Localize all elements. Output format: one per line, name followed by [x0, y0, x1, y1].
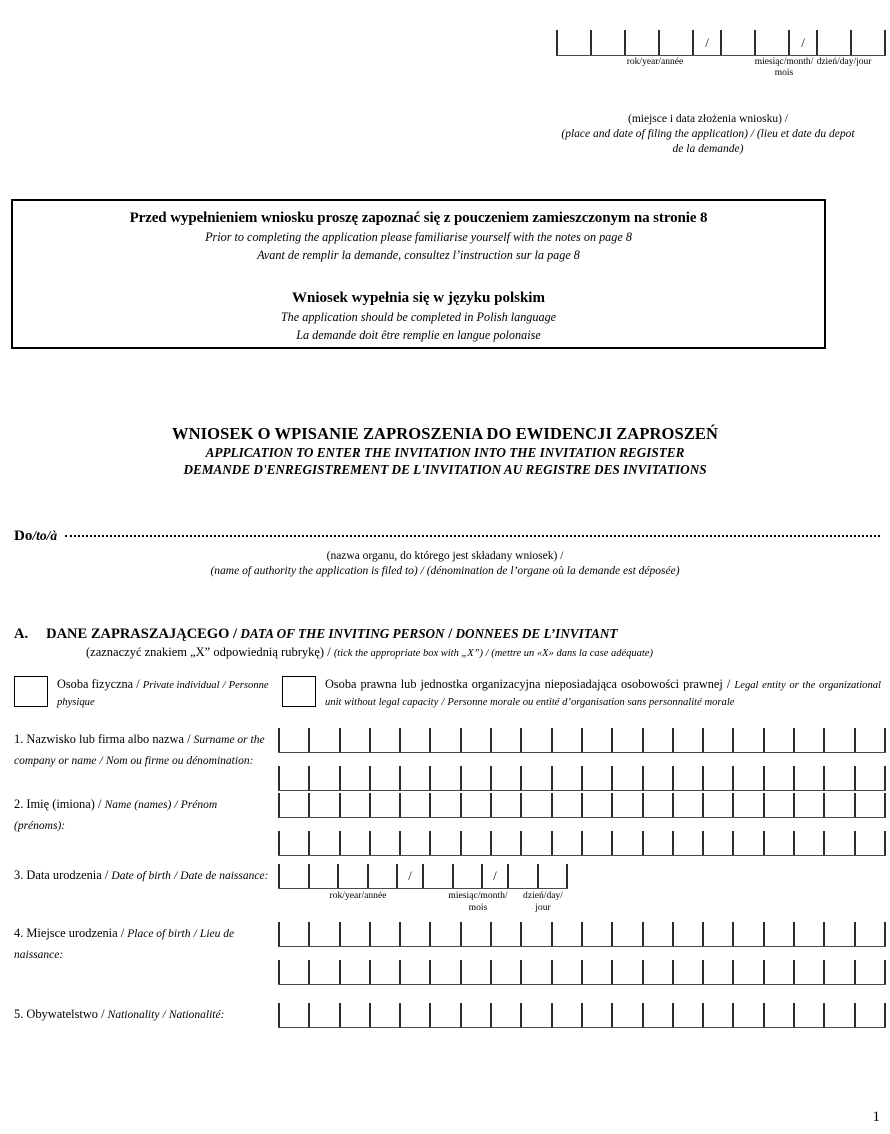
addressee-input[interactable]	[65, 535, 880, 537]
addressee-label-en: /to	[32, 528, 47, 543]
field-5-sep-2: /	[162, 1009, 166, 1021]
language-notice-pl: Wniosek wypełnia się w języku polskim	[292, 290, 545, 306]
answer-cell[interactable]	[278, 960, 308, 984]
checkbox-legal-entity-label	[325, 677, 881, 710]
field-2-row-1[interactable]	[278, 793, 886, 818]
filing-note-line-pl: (miejsce i data złożenia wniosku) /	[628, 113, 788, 125]
section-a-title-fr: DONNEES DE L’INVITANT	[455, 626, 618, 641]
field-2-label	[14, 794, 269, 836]
dob-month-caption-line2: mois	[468, 902, 488, 913]
answer-cell[interactable]	[611, 793, 641, 817]
answer-cell[interactable]	[460, 766, 490, 790]
answer-cell[interactable]	[732, 728, 762, 752]
legal-entity-fr: Personne morale ou entité d’organisation sans personnalité morale	[447, 696, 735, 708]
answer-cell[interactable]	[339, 728, 369, 752]
answer-cell[interactable]	[793, 831, 823, 855]
instruction-headline-fr: Avant de remplir la demande, consultez l’instruction sur la page 8	[257, 248, 580, 262]
section-a-sep-2: /	[448, 626, 453, 642]
answer-cell[interactable]	[823, 831, 853, 855]
filing-date-year-cell-3[interactable]	[624, 30, 658, 55]
section-a-header	[14, 626, 874, 643]
answer-cell[interactable]	[490, 922, 520, 946]
filing-date-day-caption: dzień/day/jour	[816, 57, 872, 67]
answer-cell[interactable]	[551, 922, 581, 946]
answer-cell[interactable]	[672, 922, 702, 946]
filing-date-year-caption: rok/year/année	[626, 57, 684, 67]
addressee-caption	[0, 549, 890, 579]
filing-date-year-cell-4[interactable]	[658, 30, 692, 55]
dob-separator-2: /	[481, 864, 507, 888]
filing-date-separator-1: /	[692, 30, 720, 55]
answer-cell[interactable]	[823, 728, 853, 752]
field-3-number: 3.	[14, 868, 24, 882]
answer-cell[interactable]	[339, 766, 369, 790]
answer-cell[interactable]	[581, 1003, 611, 1027]
answer-cell[interactable]	[339, 1003, 369, 1027]
answer-cell[interactable]	[399, 766, 429, 790]
answer-cell[interactable]	[369, 831, 399, 855]
field-4-en: Place of birth	[127, 928, 191, 940]
field-4-number: 4.	[14, 926, 24, 940]
field-4-pl: Miejsce urodzenia	[26, 926, 118, 940]
answer-cell[interactable]	[642, 793, 672, 817]
answer-cell[interactable]	[823, 766, 853, 790]
field-2-en: Name (names)	[104, 799, 172, 811]
answer-cell[interactable]	[854, 1003, 886, 1027]
answer-cell[interactable]	[642, 960, 672, 984]
field-5-fr: Nationalité:	[168, 1009, 225, 1021]
field-3-label	[14, 865, 284, 886]
dob-year-cell-2[interactable]	[308, 864, 338, 888]
dob-year-cell-3[interactable]	[337, 864, 367, 888]
answer-cell[interactable]	[308, 1003, 338, 1027]
legal-entity-sep-2: /	[441, 696, 445, 708]
answer-cell[interactable]	[763, 960, 793, 984]
answer-cell[interactable]	[339, 922, 369, 946]
field-5-label	[14, 1004, 269, 1025]
answer-cell[interactable]	[581, 728, 611, 752]
checkbox-private-individual[interactable]	[14, 676, 48, 707]
answer-cell[interactable]	[854, 831, 886, 855]
answer-cell[interactable]	[551, 728, 581, 752]
answer-cell[interactable]	[369, 922, 399, 946]
field-5-sep-1: /	[101, 1007, 105, 1021]
private-individual-sep-2: /	[222, 680, 226, 691]
answer-cell[interactable]	[702, 766, 732, 790]
filing-place-date-note	[530, 112, 886, 157]
dob-month-cell-2[interactable]	[452, 864, 482, 888]
answer-cell[interactable]	[793, 793, 823, 817]
answer-cell[interactable]	[611, 831, 641, 855]
page-number: 1	[872, 1109, 880, 1125]
field-2-sep-1: /	[98, 797, 102, 811]
instruction-headline-pl: Przed wypełnieniem wniosku proszę zapoznać się z pouczeniem zamieszczonym na stronie 8	[129, 210, 708, 226]
answer-cell[interactable]	[672, 1003, 702, 1027]
answer-cell[interactable]	[399, 1003, 429, 1027]
answer-cell[interactable]	[308, 793, 338, 817]
field-3-fr: Date de naissance:	[180, 870, 269, 882]
filing-note-line-fr: de la demande)	[672, 143, 744, 155]
language-notice-fr: La demande doit être remplie en langue polonaise	[296, 328, 541, 342]
field-1-en: Surname or the company or name	[14, 734, 265, 767]
field-1-sep-2: /	[99, 755, 103, 767]
answer-cell[interactable]	[278, 831, 308, 855]
legal-entity-sep-1: /	[726, 677, 731, 691]
answer-cell[interactable]	[823, 922, 853, 946]
answer-cell[interactable]	[399, 728, 429, 752]
answer-cell[interactable]	[581, 766, 611, 790]
field-2-sep-2: /	[174, 799, 178, 811]
answer-cell[interactable]	[369, 766, 399, 790]
legal-entity-en: Legal entity or the organizational unit without legal capacity	[325, 680, 881, 708]
answer-cell[interactable]	[551, 960, 581, 984]
field-2-fr: Prénom (prénoms):	[14, 799, 218, 832]
private-individual-sep-1: /	[136, 677, 140, 691]
answer-cell[interactable]	[642, 728, 672, 752]
answer-cell[interactable]	[429, 1003, 459, 1027]
answer-cell[interactable]	[611, 728, 641, 752]
dob-day-caption-line1: dzień/day/	[523, 890, 563, 901]
answer-cell[interactable]	[278, 728, 308, 752]
section-a-sep-1: /	[233, 626, 238, 642]
addressee-label	[14, 528, 57, 545]
field-4-row-2[interactable]	[278, 960, 886, 985]
answer-cell[interactable]	[793, 922, 823, 946]
answer-cell[interactable]	[823, 960, 853, 984]
field-3-en: Date of birth	[111, 870, 171, 882]
answer-cell[interactable]	[460, 960, 490, 984]
answer-cell[interactable]	[672, 766, 702, 790]
answer-cell[interactable]	[520, 960, 550, 984]
answer-cell[interactable]	[278, 793, 308, 817]
section-a	[14, 626, 874, 660]
addressee-caption-pl: (nazwa organu, do którego jest składany wniosek) /	[326, 550, 564, 562]
section-a-hint	[86, 645, 874, 660]
answer-cell[interactable]	[551, 766, 581, 790]
filing-note-line-en: (place and date of filing the application) / (lieu et date du depot	[561, 128, 855, 140]
answer-cell[interactable]	[732, 831, 762, 855]
field-4-sep-2: /	[193, 928, 197, 940]
answer-cell[interactable]	[460, 831, 490, 855]
language-notice-en: The application should be completed in Polish language	[280, 310, 557, 324]
answer-cell[interactable]	[399, 831, 429, 855]
private-individual-fr: Personne physique	[57, 680, 269, 708]
filing-date-month-caption-line2: mois	[774, 68, 794, 78]
field-1-row-2[interactable]	[278, 766, 886, 791]
field-1-number: 1.	[14, 732, 24, 746]
private-individual-en: Private individual	[142, 680, 220, 691]
answer-cell[interactable]	[551, 831, 581, 855]
section-a-title-en: DATA OF THE INVITING PERSON	[240, 626, 445, 641]
answer-cell[interactable]	[732, 1003, 762, 1027]
field-4-row-1[interactable]	[278, 922, 886, 947]
answer-cell[interactable]	[581, 922, 611, 946]
field-1-fr: Nom ou firme ou dénomination:	[105, 755, 254, 767]
answer-cell[interactable]	[793, 728, 823, 752]
answer-cell[interactable]	[672, 728, 702, 752]
answer-cell[interactable]	[429, 728, 459, 752]
answer-cell[interactable]	[854, 922, 886, 946]
filing-date-day-cell-1[interactable]	[816, 30, 850, 55]
addressee-label-fr: /à	[46, 528, 58, 543]
answer-cell[interactable]	[429, 922, 459, 946]
answer-cell[interactable]	[369, 793, 399, 817]
answer-cell[interactable]	[732, 922, 762, 946]
filing-date-day-cell-2[interactable]	[850, 30, 886, 55]
answer-cell[interactable]	[520, 1003, 550, 1027]
answer-cell[interactable]	[702, 960, 732, 984]
field-3-sep-1: /	[104, 868, 109, 882]
section-a-hint-fr: (mettre un «X» dans la case adéquate)	[491, 648, 653, 659]
answer-cell[interactable]	[429, 793, 459, 817]
field-4-sep-1: /	[120, 926, 125, 940]
section-a-hint-pl: (zaznaczyć znakiem „X” odpowiednią rubrykę)	[86, 645, 325, 659]
field-5-row-1[interactable]	[278, 1003, 886, 1028]
page-title-en: APPLICATION TO ENTER THE INVITATION INTO THE INVITATION REGISTER	[205, 445, 685, 460]
answer-cell[interactable]	[429, 766, 459, 790]
dob-month-cell-1[interactable]	[422, 864, 452, 888]
field-1-sep-1: /	[187, 732, 191, 746]
field-3-sep-2: /	[173, 870, 178, 882]
answer-cell[interactable]	[854, 960, 886, 984]
filing-date-grid[interactable]	[556, 30, 886, 56]
answer-cell[interactable]	[581, 793, 611, 817]
answer-cell[interactable]	[429, 960, 459, 984]
answer-cell[interactable]	[672, 960, 702, 984]
answer-cell[interactable]	[793, 766, 823, 790]
answer-cell[interactable]	[460, 728, 490, 752]
filing-date-month-caption-line1: miesiąc/month/	[754, 57, 814, 67]
answer-cell[interactable]	[763, 793, 793, 817]
answer-cell[interactable]	[520, 728, 550, 752]
dob-year-cell-4[interactable]	[367, 864, 397, 888]
answer-cell[interactable]	[308, 960, 338, 984]
page-title	[0, 424, 890, 478]
dob-day-cell-2[interactable]	[537, 864, 569, 888]
field-5-number: 5.	[14, 1007, 24, 1021]
answer-cell[interactable]	[763, 831, 793, 855]
answer-cell[interactable]	[369, 1003, 399, 1027]
answer-cell[interactable]	[793, 960, 823, 984]
answer-cell[interactable]	[702, 728, 732, 752]
answer-cell[interactable]	[763, 766, 793, 790]
answer-cell[interactable]	[369, 728, 399, 752]
answer-cell[interactable]	[278, 766, 308, 790]
answer-cell[interactable]	[399, 922, 429, 946]
answer-cell[interactable]	[278, 922, 308, 946]
answer-cell[interactable]	[702, 831, 732, 855]
dob-day-caption-line2: jour	[535, 902, 551, 913]
answer-cell[interactable]	[793, 1003, 823, 1027]
answer-cell[interactable]	[823, 1003, 853, 1027]
filing-date-year-cell-2[interactable]	[590, 30, 624, 55]
answer-cell[interactable]	[399, 793, 429, 817]
addressee-row[interactable]	[14, 528, 880, 545]
answer-cell[interactable]	[460, 793, 490, 817]
answer-cell[interactable]	[520, 766, 550, 790]
answer-cell[interactable]	[308, 766, 338, 790]
dob-month-caption-line1: miesiąc/month/	[448, 890, 508, 901]
checkbox-private-individual-label	[57, 677, 277, 710]
answer-cell[interactable]	[763, 922, 793, 946]
answer-cell[interactable]	[490, 831, 520, 855]
answer-cell[interactable]	[278, 1003, 308, 1027]
addressee-label-pl: Do	[14, 528, 33, 544]
filing-date-cells[interactable]	[556, 30, 886, 56]
answer-cell[interactable]	[308, 831, 338, 855]
answer-cell[interactable]	[339, 960, 369, 984]
answer-cell[interactable]	[702, 793, 732, 817]
answer-cell[interactable]	[732, 960, 762, 984]
answer-cell[interactable]	[520, 793, 550, 817]
legal-entity-pl: Osoba prawna lub jednostka organizacyjna nieposiadająca osobowości prawnej	[325, 677, 723, 691]
answer-cell[interactable]	[642, 831, 672, 855]
filing-date-captions	[556, 57, 886, 91]
answer-cell[interactable]	[490, 793, 520, 817]
answer-cell[interactable]	[854, 793, 886, 817]
section-a-title-pl: DANE ZAPRASZAJĄCEGO	[46, 626, 230, 642]
instruction-headline-en: Prior to completing the application please familiarise yourself with the notes on page 8	[205, 230, 632, 244]
dob-separator-1: /	[396, 864, 422, 888]
answer-cell[interactable]	[520, 922, 550, 946]
answer-cell[interactable]	[490, 728, 520, 752]
answer-cell[interactable]	[854, 766, 886, 790]
answer-cell[interactable]	[369, 960, 399, 984]
answer-cell[interactable]	[702, 1003, 732, 1027]
answer-cell[interactable]	[823, 793, 853, 817]
field-1-pl: Nazwisko lub firma albo nazwa	[26, 732, 184, 746]
answer-cell[interactable]	[642, 1003, 672, 1027]
field-3-date-grid[interactable]	[278, 864, 568, 889]
field-5-pl: Obywatelstwo	[26, 1007, 98, 1021]
filing-date-month-cell-1[interactable]	[720, 30, 754, 55]
field-2-row-2[interactable]	[278, 831, 886, 856]
answer-cell[interactable]	[551, 793, 581, 817]
dob-year-caption: rok/year/année	[329, 890, 387, 901]
filing-date-month-cell-2[interactable]	[754, 30, 788, 55]
answer-cell[interactable]	[854, 728, 886, 752]
filing-date-year-cell-1[interactable]	[556, 30, 590, 55]
section-a-hint-sep-1: /	[327, 645, 331, 659]
answer-cell[interactable]	[611, 766, 641, 790]
answer-cell[interactable]	[763, 728, 793, 752]
answer-cell[interactable]	[490, 1003, 520, 1027]
answer-cell[interactable]	[399, 960, 429, 984]
field-1-label	[14, 729, 269, 771]
field-5-en: Nationality	[107, 1009, 160, 1021]
field-3-pl: Data urodzenia	[26, 868, 102, 882]
checkbox-legal-entity[interactable]	[282, 676, 316, 707]
answer-cell[interactable]	[490, 766, 520, 790]
section-a-hint-sep-2: /	[485, 648, 489, 659]
answer-cell[interactable]	[308, 728, 338, 752]
addressee-caption-en-fr: (name of authority the application is filed to) / (dénomination de l’organe où la demande est déposée)	[210, 565, 680, 577]
applicant-type-options	[0, 674, 890, 718]
private-individual-pl: Osoba fizyczna	[57, 677, 134, 691]
answer-cell[interactable]	[429, 831, 459, 855]
field-3-date-captions	[278, 890, 578, 922]
answer-cell[interactable]	[520, 831, 550, 855]
filing-date-separator-2: /	[788, 30, 816, 55]
field-4-label	[14, 923, 269, 965]
answer-cell[interactable]	[551, 1003, 581, 1027]
answer-cell[interactable]	[308, 922, 338, 946]
answer-cell[interactable]	[763, 1003, 793, 1027]
field-2-pl: Imię (imiona)	[26, 797, 95, 811]
field-4-fr: Lieu de naissance:	[14, 928, 235, 961]
field-2-number: 2.	[14, 797, 24, 811]
page-title-fr: DEMANDE D'ENREGISTREMENT DE L'INVITATION AU REGISTRE DES INVITATIONS	[183, 462, 707, 477]
answer-cell[interactable]	[339, 793, 369, 817]
answer-cell[interactable]	[581, 960, 611, 984]
instruction-box	[11, 199, 826, 349]
answer-cell[interactable]	[672, 793, 702, 817]
answer-cell[interactable]	[642, 922, 672, 946]
field-1-row-1[interactable]	[278, 728, 886, 753]
answer-cell[interactable]	[642, 766, 672, 790]
answer-cell[interactable]	[732, 793, 762, 817]
answer-cell[interactable]	[460, 922, 490, 946]
section-a-hint-en: (tick the appropriate box with „X”)	[333, 648, 484, 659]
answer-cell[interactable]	[611, 1003, 641, 1027]
answer-cell[interactable]	[702, 922, 732, 946]
page-title-pl: WNIOSEK O WPISANIE ZAPROSZENIA DO EWIDENCJI ZAPROSZEŃ	[172, 424, 718, 443]
answer-cell[interactable]	[732, 766, 762, 790]
answer-cell[interactable]	[611, 960, 641, 984]
answer-cell[interactable]	[672, 831, 702, 855]
section-a-letter: A.	[14, 626, 29, 642]
answer-cell[interactable]	[460, 1003, 490, 1027]
answer-cell[interactable]	[339, 831, 369, 855]
dob-year-cell-1[interactable]	[278, 864, 308, 888]
answer-cell[interactable]	[611, 922, 641, 946]
dob-day-cell-1[interactable]	[507, 864, 537, 888]
answer-cell[interactable]	[490, 960, 520, 984]
answer-cell[interactable]	[581, 831, 611, 855]
